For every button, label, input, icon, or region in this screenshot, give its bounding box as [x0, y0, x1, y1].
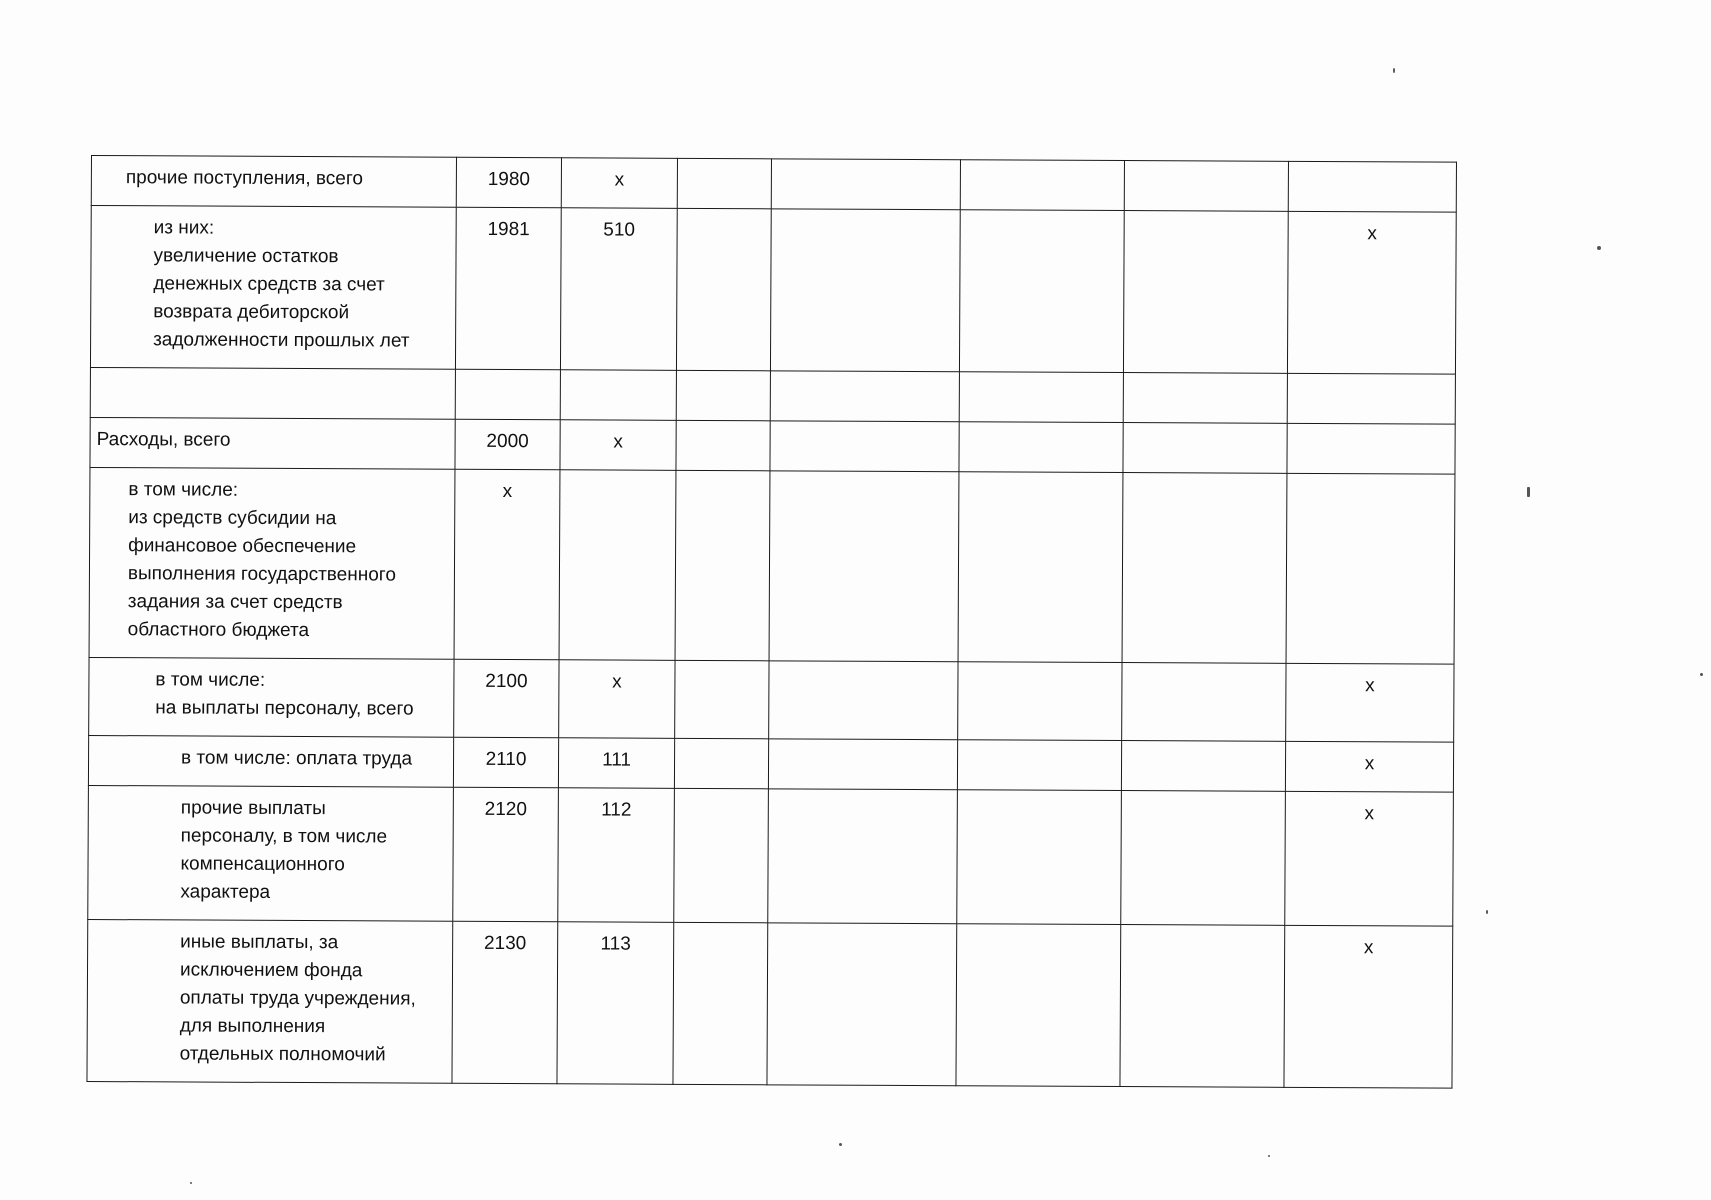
- row-name-line: увеличение остатков: [153, 245, 339, 268]
- data-cell: [673, 922, 768, 1084]
- data-cell: [675, 660, 769, 738]
- row-name-cell: [91, 156, 456, 208]
- row-name-cell: [90, 417, 455, 469]
- row-name-cell: [89, 467, 455, 659]
- row-name-line: иные выплаты, за: [180, 931, 339, 954]
- table-row: [90, 367, 1455, 424]
- row-name-line: компенсационного: [180, 853, 345, 876]
- scan-speck: [1393, 68, 1395, 73]
- data-cell: [770, 371, 959, 422]
- row-name-cell: [87, 919, 453, 1083]
- data-cell: [1123, 211, 1288, 374]
- row-name-cell: [88, 735, 453, 787]
- row-kosgu-cell: 112: [558, 788, 675, 923]
- data-cell: [959, 210, 1124, 373]
- row-kosgu-cell: 111: [558, 738, 674, 789]
- table-row: [90, 417, 1455, 474]
- scan-speck: [839, 1143, 842, 1146]
- table-row: [91, 156, 1456, 213]
- row-kosgu-cell: [560, 370, 676, 421]
- scan-speck: [1700, 673, 1703, 676]
- row-name-line: характера: [180, 881, 271, 903]
- row-name-line: Расходы, всего: [96, 429, 231, 451]
- data-cell: [1120, 925, 1285, 1088]
- table-row: [89, 657, 1454, 742]
- scan-speck: [1527, 487, 1530, 497]
- row-name-cell: [89, 657, 454, 737]
- row-name-cell: [88, 785, 454, 921]
- data-cell: [1123, 423, 1287, 474]
- data-cell: [1124, 161, 1288, 212]
- data-cell: [769, 471, 959, 662]
- row-name-line: финансовое обеспечение: [128, 535, 357, 558]
- row-code-cell: 1980: [456, 157, 561, 208]
- row-name-line: на выплаты персоналу, всего: [155, 697, 414, 720]
- data-cell: [768, 739, 957, 790]
- row-name-line: возврата дебиторской: [153, 301, 350, 324]
- row-kosgu-cell: х: [560, 420, 676, 471]
- row-name-line: из средств субсидии на: [128, 507, 337, 530]
- row-code-cell: 2110: [453, 737, 558, 788]
- row-name-line: в том числе: оплата труда: [181, 747, 413, 770]
- data-cell: [1122, 663, 1286, 742]
- row-code-cell: 2120: [453, 787, 559, 922]
- row-kosgu-cell: х: [559, 660, 675, 739]
- row-name-line: выполнения государственного: [127, 563, 396, 586]
- row-kosgu-cell: 113: [557, 922, 674, 1085]
- data-cell: [958, 472, 1123, 663]
- table-row: [90, 206, 1456, 375]
- data-cell: [1123, 373, 1287, 424]
- data-cell: [958, 662, 1122, 741]
- data-cell: [767, 923, 957, 1086]
- row-name-line: прочие выплаты: [180, 797, 326, 820]
- table-row: [89, 467, 1455, 664]
- budget-table: [86, 155, 1457, 1089]
- scan-speck: [190, 1182, 192, 1184]
- row-name-line: денежных средств за счет: [153, 273, 385, 296]
- data-cell: х: [1284, 925, 1453, 1088]
- row-name-cell: [90, 206, 456, 370]
- row-kosgu-cell: [559, 470, 676, 661]
- data-cell: х: [1285, 791, 1454, 926]
- row-name-line: для выполнения: [179, 1015, 326, 1038]
- row-kosgu-cell: 510: [560, 208, 677, 371]
- data-cell: [1121, 741, 1285, 792]
- row-name-line: оплаты труда учреждения,: [179, 987, 416, 1010]
- data-cell: [674, 738, 768, 788]
- data-cell: [768, 789, 958, 924]
- row-name-line: персоналу, в том числе: [180, 825, 388, 848]
- row-name-line: в том числе:: [155, 669, 266, 691]
- data-cell: [1287, 373, 1455, 424]
- row-code-cell: 2100: [454, 659, 559, 738]
- data-cell: х: [1285, 741, 1453, 792]
- row-code-cell: х: [454, 469, 560, 660]
- table-row: [88, 785, 1454, 926]
- row-code-cell: 2130: [452, 921, 558, 1084]
- data-cell: [956, 924, 1121, 1087]
- data-cell: [959, 372, 1123, 423]
- data-cell: [674, 788, 769, 922]
- data-cell: [770, 421, 959, 472]
- scan-speck: [1486, 910, 1488, 914]
- row-name-cell: [90, 367, 455, 419]
- row-code-cell: [455, 369, 560, 420]
- data-cell: [957, 790, 1122, 925]
- data-cell: [959, 422, 1123, 473]
- data-cell: [771, 159, 960, 210]
- scan-speck: [1597, 246, 1601, 250]
- row-name-line: областного бюджета: [127, 619, 310, 642]
- data-cell: [676, 208, 771, 370]
- scan-speck: [1268, 1155, 1270, 1157]
- data-cell: [677, 158, 771, 208]
- data-cell: [675, 470, 770, 660]
- data-cell: [1287, 423, 1455, 474]
- data-cell: [676, 420, 770, 470]
- data-cell: [1122, 473, 1287, 664]
- data-cell: [676, 370, 770, 420]
- row-name-line: прочие поступления, всего: [125, 167, 364, 190]
- row-name-line: задания за счет средств: [127, 591, 343, 614]
- row-name-line: исключением фонда: [179, 959, 363, 982]
- data-cell: [769, 661, 958, 740]
- table-row: [88, 735, 1453, 792]
- row-kosgu-cell: х: [561, 158, 677, 209]
- data-cell: х: [1286, 663, 1454, 742]
- row-name-line: отдельных полномочий: [179, 1043, 386, 1066]
- row-name-line: задолженности прошлых лет: [153, 329, 410, 352]
- table-row: [87, 919, 1453, 1088]
- data-cell: [1286, 473, 1455, 664]
- data-cell: [1288, 161, 1456, 212]
- data-cell: [957, 740, 1121, 791]
- row-name-line: [97, 376, 449, 378]
- data-cell: х: [1287, 211, 1456, 374]
- data-cell: [960, 160, 1124, 211]
- row-name-line: в том числе:: [128, 479, 239, 501]
- data-cell: [770, 209, 960, 372]
- row-code-cell: 2000: [455, 419, 560, 470]
- row-code-cell: 1981: [455, 207, 561, 370]
- data-cell: [1121, 791, 1286, 926]
- row-name-line: из них:: [153, 217, 215, 239]
